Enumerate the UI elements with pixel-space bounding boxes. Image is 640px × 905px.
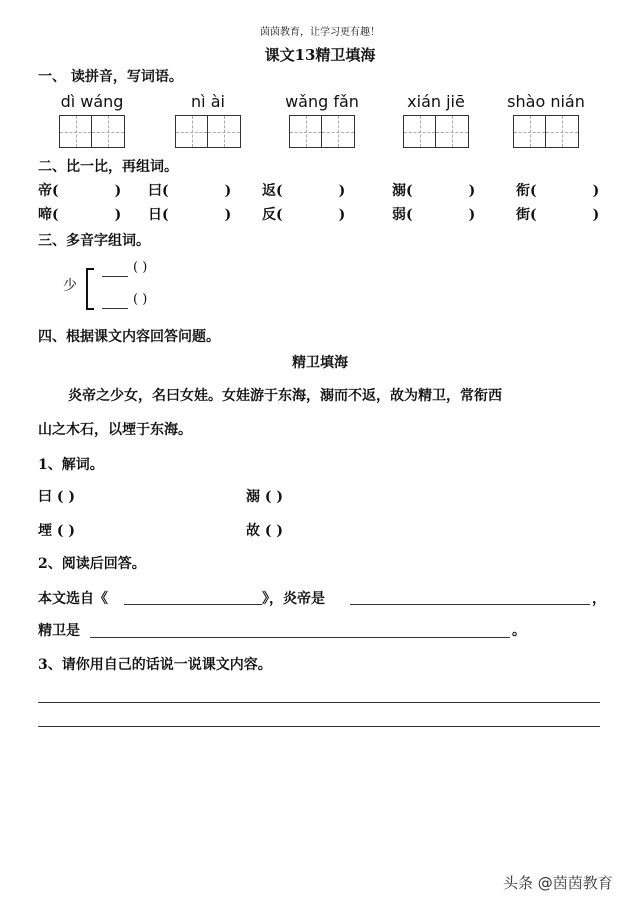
writing-boxes[interactable] — [381, 115, 491, 148]
q2-line2-start: 精卫是 — [38, 623, 80, 639]
pinyin-item — [491, 92, 601, 148]
writing-boxes[interactable] — [37, 115, 147, 148]
compare-item[interactable]: 弱( ) — [392, 207, 476, 223]
blank-paren[interactable]: ( ) — [133, 292, 148, 307]
compare-item[interactable]: 返( ) — [262, 183, 346, 199]
compare-item[interactable]: 街( ) — [516, 207, 600, 223]
section2-heading: 二、比一比，再组词。 — [38, 159, 178, 175]
pinyin-item — [381, 92, 491, 148]
compare-item[interactable]: 衔( ) — [516, 183, 600, 199]
compare-item[interactable]: 曰( ) — [148, 183, 232, 199]
passage-line: 炎帝之少女，名曰女娃。女娃游于东海，溺而不返，故为精卫，常衔西 — [68, 388, 502, 404]
question-2: 2、阅读后回答。 — [38, 556, 146, 572]
pinyin-label: dì wáng — [60, 92, 124, 111]
pinyin-label: xián jiē — [407, 92, 465, 111]
blank-line[interactable] — [102, 276, 128, 277]
pinyin-item — [37, 92, 147, 148]
pinyin-label: shào nián — [507, 92, 585, 111]
section4-heading: 四、根据课文内容回答问题。 — [38, 329, 220, 345]
define-item[interactable]: 故 ( ) — [246, 523, 283, 539]
page-title: 课文13精卫填海 — [264, 46, 376, 64]
writing-boxes[interactable] — [267, 115, 377, 148]
define-item[interactable]: 堙 ( ) — [38, 523, 75, 539]
writing-boxes[interactable] — [491, 115, 601, 148]
passage-line: 山之木石，以堙于东海。 — [38, 422, 192, 438]
answer-line-book[interactable] — [124, 604, 262, 605]
pinyin-label: wǎng fǎn — [285, 92, 359, 111]
compare-item[interactable]: 反( ) — [262, 207, 346, 223]
section3-heading: 三、多音字组词。 — [38, 233, 150, 249]
answer-line[interactable] — [38, 726, 600, 727]
q2-line1-start: 本文选自《 — [38, 591, 108, 607]
compare-item[interactable]: 帝( ) — [38, 183, 122, 199]
q2-line1-mid: 》，炎帝是 — [262, 591, 325, 607]
header-slogan: 茵茵教育，让学习更有趣！ — [260, 27, 380, 38]
answer-line-yandi[interactable] — [350, 604, 590, 605]
watermark: 头条 @茵茵教育 — [503, 874, 613, 892]
pinyin-label: nì ài — [191, 92, 225, 111]
polyphone-char: 少 — [63, 278, 77, 294]
question-3: 3、请你用自己的话说一说课文内容。 — [38, 657, 272, 673]
passage-title: 精卫填海 — [292, 355, 348, 371]
compare-item[interactable]: 啼( ) — [38, 207, 122, 223]
blank-line[interactable] — [102, 308, 128, 309]
compare-item[interactable]: 日( ) — [148, 207, 232, 223]
define-item[interactable]: 溺 ( ) — [246, 489, 283, 505]
compare-item[interactable]: 溺( ) — [392, 183, 476, 199]
answer-line[interactable] — [38, 702, 600, 703]
section1-heading: 一、 读拼音，写词语。 — [38, 69, 183, 85]
question-1: 1、解词。 — [38, 457, 104, 473]
pinyin-item — [153, 92, 263, 148]
q2-line1-end: ， — [592, 591, 606, 607]
brace — [86, 268, 94, 310]
define-item[interactable]: 曰 ( ) — [38, 489, 75, 505]
writing-boxes[interactable] — [153, 115, 263, 148]
q2-line2-end: 。 — [512, 623, 526, 639]
blank-paren[interactable]: ( ) — [133, 260, 148, 275]
answer-line-jingwei[interactable] — [90, 637, 510, 638]
pinyin-item — [267, 92, 377, 148]
